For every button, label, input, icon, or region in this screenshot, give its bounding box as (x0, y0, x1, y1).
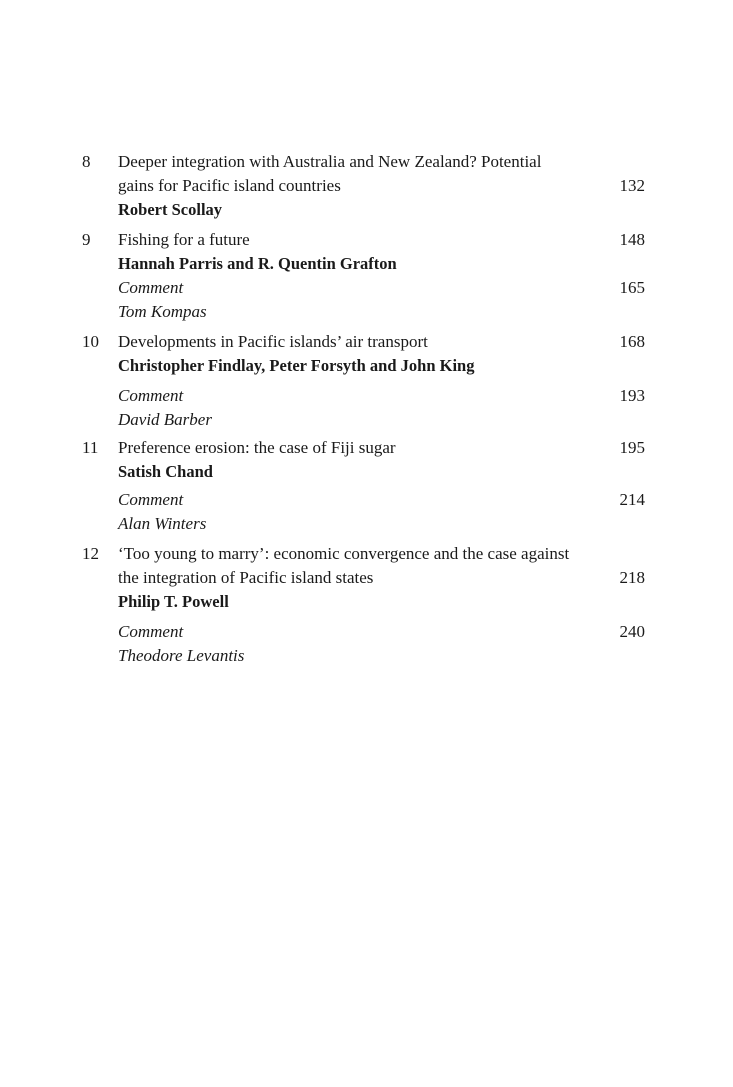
comment-page-number: 165 (619, 278, 645, 297)
chapter-title-line[interactable]: gains for Pacific island countries (118, 176, 341, 195)
chapter-title-line[interactable]: Fishing for a future (118, 230, 250, 249)
chapter-author: Robert Scollay (118, 200, 223, 219)
comment-author: Alan Winters (118, 514, 207, 533)
comment-label[interactable]: Comment (118, 622, 184, 641)
chapter-number: 10 (82, 332, 99, 351)
chapter-number: 9 (82, 230, 91, 249)
chapter-page-number: 168 (619, 332, 645, 351)
comment-label[interactable]: Comment (118, 386, 184, 405)
chapter-author: Hannah Parris and R. Quentin Grafton (118, 254, 397, 273)
chapter-number: 11 (82, 438, 99, 457)
chapter-title-line[interactable]: ‘Too young to marry’: economic convergence and the case against (118, 544, 570, 563)
chapter-author: Satish Chand (118, 462, 213, 481)
comment-author: David Barber (118, 410, 212, 429)
chapter-title-line[interactable]: the integration of Pacific island states (118, 568, 374, 587)
chapter-title-line[interactable]: Preference erosion: the case of Fiji sugar (118, 438, 396, 457)
comment-page-number: 214 (619, 490, 645, 509)
comment-author: Tom Kompas (118, 302, 207, 321)
chapter-title-line[interactable]: Deeper integration with Australia and New Zealand? Potential (118, 152, 542, 171)
comment-label[interactable]: Comment (118, 278, 184, 297)
chapter-page-number: 148 (619, 230, 645, 249)
chapter-page-number: 195 (619, 438, 645, 457)
comment-label[interactable]: Comment (118, 490, 184, 509)
chapter-number: 12 (82, 544, 99, 563)
comment-author: Theodore Levantis (118, 646, 245, 665)
chapter-number: 8 (82, 152, 91, 171)
chapter-author: Philip T. Powell (118, 592, 229, 611)
chapter-page-number: 218 (619, 568, 645, 587)
chapter-title-line[interactable]: Developments in Pacific islands’ air transport (118, 332, 428, 351)
comment-page-number: 240 (619, 622, 645, 641)
comment-page-number: 193 (619, 386, 645, 405)
chapter-author: Christopher Findlay, Peter Forsyth and John King (118, 356, 475, 375)
chapter-page-number: 132 (619, 176, 645, 195)
